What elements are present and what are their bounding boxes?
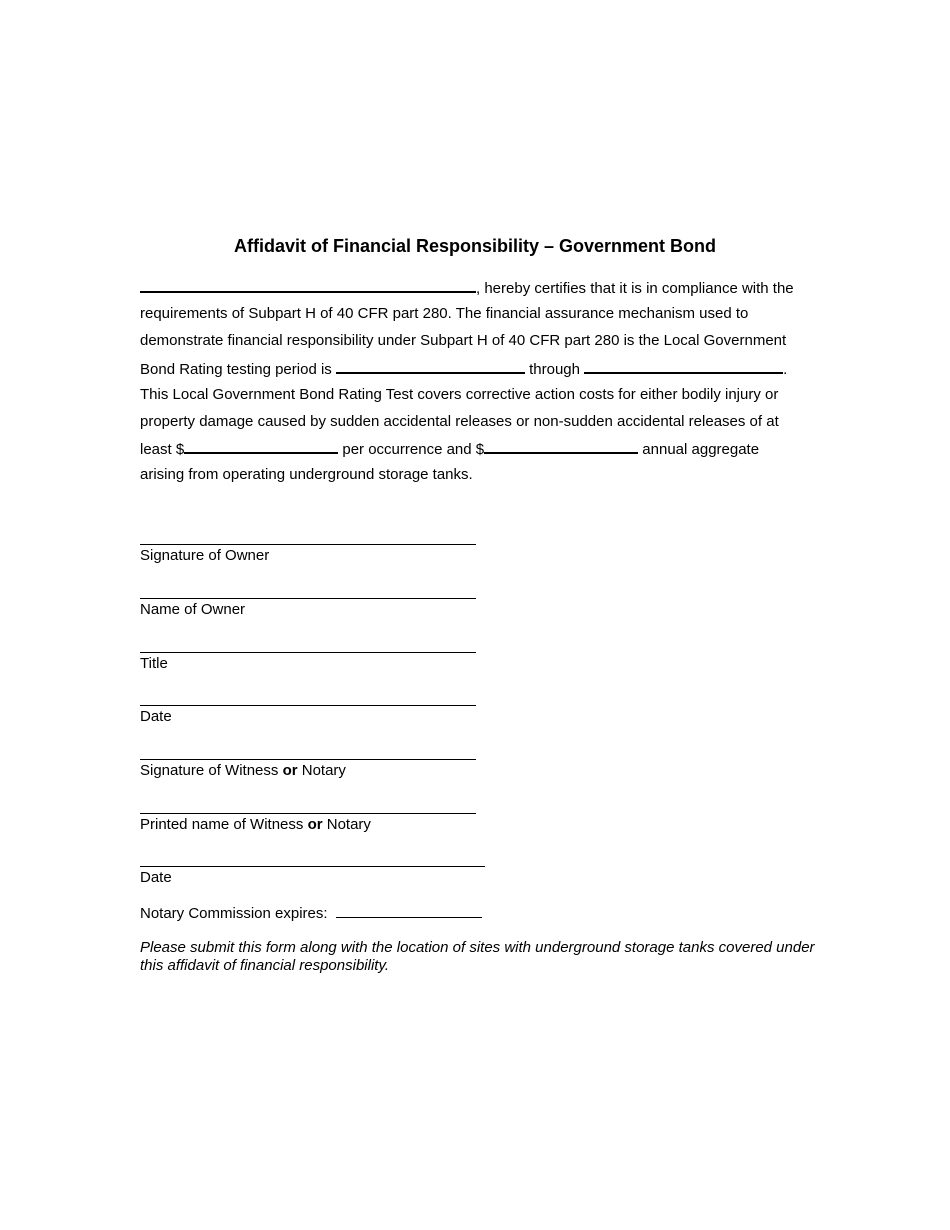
owner-signature-label: Signature of Owner: [140, 547, 270, 564]
per-occurrence-amount-blank[interactable]: [184, 438, 338, 454]
body-line-5: This Local Government Bond Rating Test covers corrective action costs for either bodily injury or: [140, 386, 779, 403]
annual-aggregate-amount-blank[interactable]: [484, 438, 638, 454]
owner-name-line[interactable]: [140, 598, 476, 599]
date-line-2[interactable]: [140, 866, 485, 867]
owner-signature-line[interactable]: [140, 544, 476, 545]
date-line-1[interactable]: [140, 705, 476, 706]
body-line-8: arising from operating underground storage tanks.: [140, 466, 473, 483]
notary-commission-row: [140, 903, 482, 924]
body-line-4: Bond Rating testing period is through .: [140, 358, 787, 380]
period-start-blank[interactable]: [336, 358, 525, 374]
date-label-2: Date: [140, 869, 172, 886]
title-label: Title: [140, 655, 168, 672]
notary-commission-blank[interactable]: [336, 903, 482, 918]
witness-signature-label: Signature of Witness or Notary: [140, 762, 346, 779]
date-label-1: Date: [140, 708, 172, 725]
certifier-name-blank[interactable]: [140, 277, 476, 293]
title-line[interactable]: [140, 652, 476, 653]
witness-signature-line[interactable]: [140, 759, 476, 760]
owner-name-label: Name of Owner: [140, 601, 246, 618]
page-title: Affidavit of Financial Responsibility – Government Bond: [233, 236, 717, 256]
witness-name-line[interactable]: [140, 813, 476, 814]
body-line-7: least $ per occurrence and $ annual aggregate: [140, 438, 759, 460]
witness-name-label: Printed name of Witness or Notary: [140, 816, 371, 833]
period-end-blank[interactable]: [584, 358, 783, 374]
body-line-6: property damage caused by sudden accidental releases or non-sudden accidental releases of at: [140, 413, 779, 430]
body-line-1: , hereby certifies that it is in compliance with the: [140, 277, 794, 299]
notary-commission-label: Notary Commission expires:: [140, 905, 328, 922]
body-line-2: requirements of Subpart H of 40 CFR part 280. The financial assurance mechanism used to: [140, 305, 749, 322]
body-line-3: demonstrate financial responsibility under Subpart H of 40 CFR part 280 is the Local Government: [140, 332, 787, 349]
submission-note: Please submit this form along with the location of sites with underground storage tanks covered under this affidavit of financial responsibility.: [140, 939, 815, 974]
